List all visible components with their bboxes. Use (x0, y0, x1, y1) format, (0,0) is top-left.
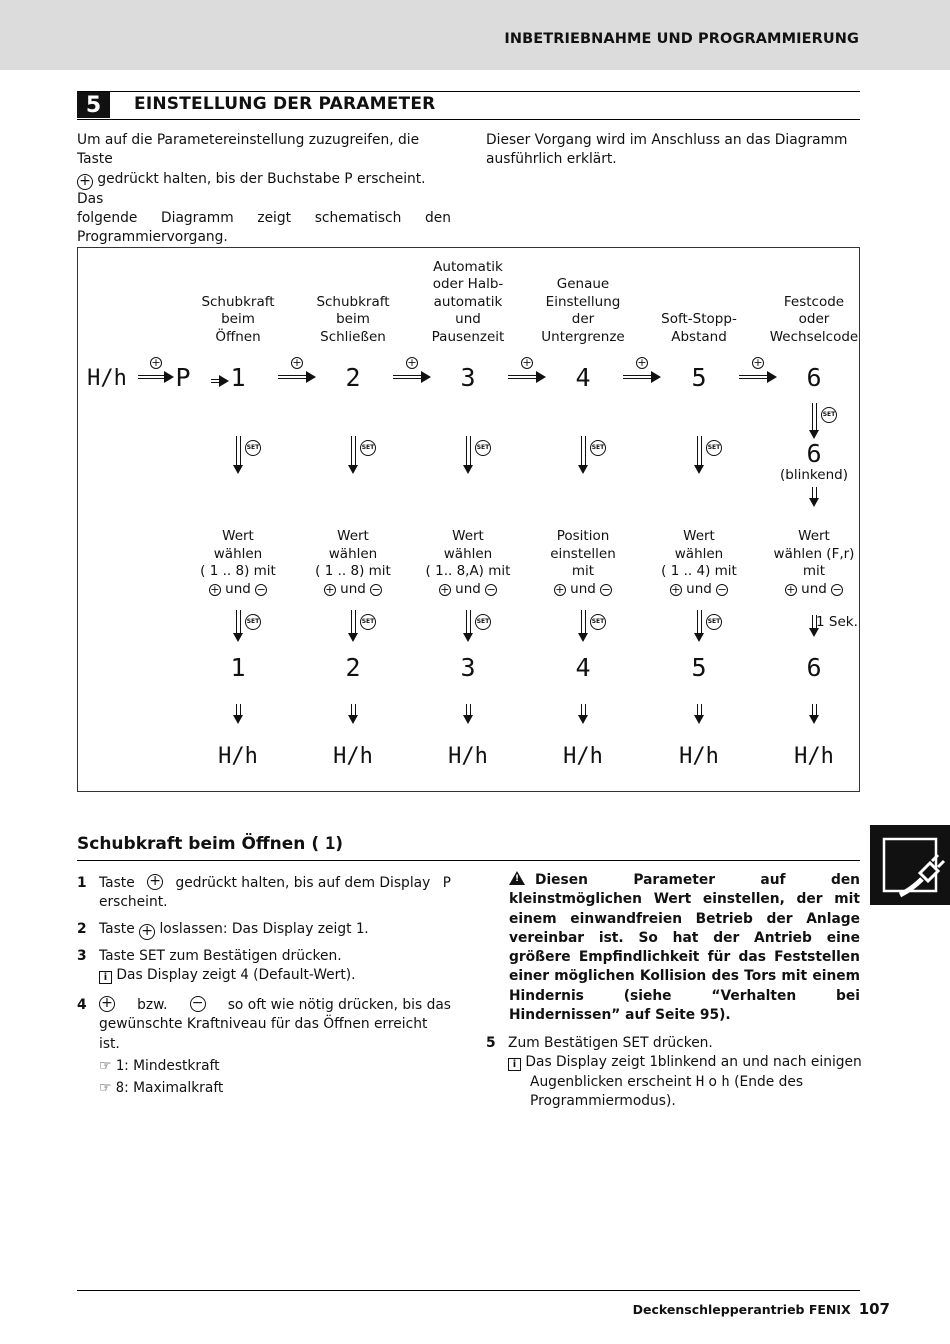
set-arrow (348, 610, 362, 642)
column-label-6: Festcode oder Wechselcode (769, 293, 859, 345)
plus-button-icon: + (139, 924, 155, 940)
subsection-title: Schubkraft beim Öffnen ( (77, 834, 320, 854)
one-second-label: 1 Sek. (816, 614, 858, 630)
set-arrow (348, 436, 362, 474)
minus-icon: − (601, 583, 611, 596)
plus-icon: + (210, 583, 220, 596)
set-icon: SET (706, 614, 722, 630)
minus-icon: − (371, 583, 381, 596)
pointing-hand-icon: ☞ (99, 1080, 112, 1097)
intro-line-3: folgende Diagramm zeigt schematisch den (77, 209, 451, 226)
arrow-down (463, 704, 477, 724)
header-title: INBETRIEBNAHME UND PROGRAMMIERUNG (504, 31, 859, 47)
set-arrow (463, 610, 477, 642)
info-icon: i (508, 1058, 521, 1071)
display-final-2: 2 (345, 653, 361, 682)
plus-icon: + (671, 583, 681, 596)
plus-minus-row: + und − (671, 581, 727, 597)
set-arrow (463, 436, 477, 474)
plus-minus-row: + und − (786, 581, 842, 597)
arrow-down (809, 704, 823, 724)
minus-icon: − (832, 583, 842, 596)
arrow-down (233, 704, 247, 724)
value-label-2: Wert wählen ( 1 .. 8) mit (315, 528, 391, 579)
plus-arrow (393, 356, 431, 383)
column-label-4: Genaue Einstellung der Untergrenze (541, 276, 625, 345)
section-number: 5 (77, 92, 110, 118)
plus-minus-row: + und − (555, 581, 611, 597)
pointing-hand-icon: ☞ (99, 1057, 112, 1074)
display-final-6: 6 (806, 653, 822, 682)
subsection-digit: 1 (325, 834, 336, 854)
plus-icon: + (555, 583, 565, 596)
subsection-heading: Schubkraft beim Öffnen ( 1) (77, 834, 860, 861)
display-final-4: 4 (575, 653, 591, 682)
display-final-5: 5 (691, 653, 707, 682)
column-label-2: Schubkraft beim Schließen (316, 293, 390, 345)
plus-button-icon: + (77, 174, 93, 190)
column-label-5: Soft-Stopp- Abstand (661, 311, 737, 345)
column-label-3: Automatik oder Halb- automatik und Pausenzeit (431, 258, 505, 345)
arrow-down (809, 487, 823, 507)
plus-icon: + (440, 583, 450, 596)
set-arrow (233, 436, 247, 474)
plus-icon: + (151, 356, 161, 369)
display-end-H-h-3: H/h (448, 744, 488, 769)
display-end-H-h-2: H/h (333, 744, 373, 769)
value-label-3: Wert wählen ( 1.. 8,A) mit (425, 528, 511, 579)
steps-left: 1 Taste + gedrückt halten, bis auf dem Display P erscheint. 2 Taste + loslassen: Das Display zeigt 1. 3 Taste SET zum Bestätigen drücken. i Das Display zeigt 4 (Default-Wert). 4 + bzw. − so oft wie nötig drücken, bis das gewünschte Kraftniveau für das Öffnen erreicht ist. ☞ 1: Mindestkraft ☞ 8: Maximalkraft (77, 873, 451, 1097)
display-final-3: 3 (460, 653, 476, 682)
programming-diagram (77, 247, 860, 792)
intro-right: Dieser Vorgang wird im Anschluss an das Diagramm ausführlich erklärt. (486, 132, 848, 168)
plus-minus-row: + und − (325, 581, 381, 597)
column-label-1: Schubkraft beim Öffnen (201, 293, 275, 345)
display-p: P (175, 363, 191, 392)
set-arrow (694, 436, 708, 474)
arrow-down (578, 704, 592, 724)
intro-left (77, 131, 451, 247)
step-5: 5 Zum Bestätigen SET drücken. i Das Display zeigt 1blinkend an und nach einigen Augenblicken erscheint H o h (Ende des Programmiermodus). (486, 1035, 862, 1109)
minus-icon: − (717, 583, 727, 596)
display-param-3: 3 (460, 363, 476, 392)
display-end-H-h-5: H/h (679, 744, 719, 769)
plus-arrow (739, 356, 777, 383)
set-icon: SET (475, 440, 491, 456)
footer (633, 1300, 890, 1318)
set-icon: SET (821, 407, 837, 423)
power-plug-icon (870, 825, 950, 905)
plus-icon: + (637, 356, 647, 369)
minus-icon: − (486, 583, 496, 596)
plus-arrow (623, 356, 661, 383)
set-arrow (578, 436, 592, 474)
plus-minus-row: + und − (210, 581, 266, 597)
display-blink-6: 6 (806, 439, 822, 468)
info-icon: i (99, 971, 112, 984)
plus-icon: + (786, 583, 796, 596)
set-arrow (809, 403, 823, 439)
plus-icon: + (522, 356, 532, 369)
set-icon: SET (590, 614, 606, 630)
set-icon: SET (360, 614, 376, 630)
warning-icon: ! (509, 871, 525, 885)
set-icon: SET (245, 440, 261, 456)
minus-button-icon: − (190, 996, 206, 1012)
blink-label: (blinkend) (780, 467, 848, 483)
warning-note: ! Diesen Parameter auf den kleinstmöglichen Wert einstellen, der mit einem einwandfreien Betrieb der Anlage vereinbar ist. So hat der Antrieb eine größere Empfindlichkeit für das Feststellen einer möglichen Kollision des Tors mit einem Hindernis (siehe “Verhalten bei Hindernissen” auf Seite 95). (509, 872, 860, 1024)
set-arrow (233, 610, 247, 642)
value-label-5: Wert wählen ( 1 .. 4) mit (661, 528, 737, 579)
display-end-H-h-1: H/h (218, 744, 258, 769)
display-final-1: 1 (230, 653, 246, 682)
display-param-6: 6 (806, 363, 822, 392)
section-heading (77, 91, 860, 120)
value-label-4: Position einstellen mit (550, 528, 616, 579)
plus-button-icon: + (147, 874, 163, 890)
display-end-H-h-4: H/h (563, 744, 603, 769)
footer-product: Deckenschlepperantrieb FENIX (632, 1302, 851, 1317)
chapter-tab (870, 825, 950, 905)
plus-minus-row: + und − (440, 581, 496, 597)
arrow-down (348, 704, 362, 724)
display-end-H-h-6: H/h (794, 744, 834, 769)
set-icon: SET (590, 440, 606, 456)
intro-line-2: + gedrückt halten, bis der Buchstabe P erscheint. Das (77, 170, 426, 207)
plus-icon: + (753, 356, 763, 369)
plus-icon: + (407, 356, 417, 369)
set-arrow (694, 610, 708, 642)
set-icon: SET (360, 440, 376, 456)
set-icon: SET (475, 614, 491, 630)
plus-button-icon: + (99, 996, 115, 1012)
display-p: P (344, 170, 353, 187)
plus-icon: + (292, 356, 302, 369)
set-icon: SET (245, 614, 261, 630)
header-band (0, 0, 950, 70)
page-number: 107 (858, 1300, 890, 1318)
plus-arrow (508, 356, 546, 383)
arrow-down (694, 704, 708, 724)
intro-line-4: Programmiervorgang. (77, 229, 228, 246)
plus-arrow (278, 356, 316, 383)
value-label-1: Wert wählen ( 1 .. 8) mit (200, 528, 276, 579)
display-param-2: 2 (345, 363, 361, 392)
display-param-5: 5 (691, 363, 707, 392)
set-arrow (578, 610, 592, 642)
set-icon: SET (706, 440, 722, 456)
plus-icon: + (325, 583, 335, 596)
display-start-H-h: H/h (87, 366, 127, 391)
value-label-6: Wert wählen (F,r) mit (773, 528, 855, 579)
section-title: EINSTELLUNG DER PARAMETER (134, 94, 436, 114)
display-param-4: 4 (575, 363, 591, 392)
minus-icon: − (256, 583, 266, 596)
intro-line-1: Um auf die Parametereinstellung zuzugreifen, die Taste (77, 132, 420, 168)
display-param-1: 1 (230, 363, 246, 392)
footer-rule (77, 1290, 860, 1291)
